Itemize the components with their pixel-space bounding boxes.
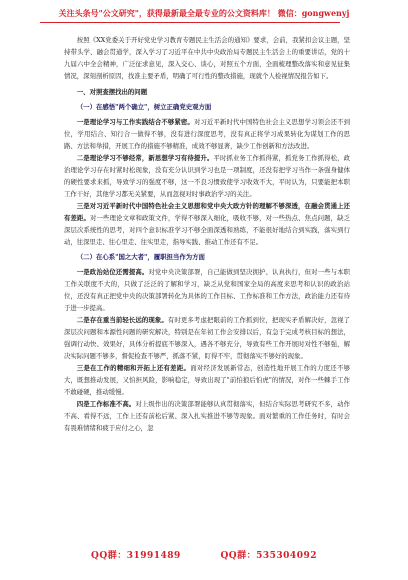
paragraph-1-text: 对习近平新时代中国特色社会主义思想学习领会还不到位，学用结合、知行合一做得不够，没有进行深度思考，没有真正将学习成果转化为谋划工作的思路、方法和举措，开展工作的措施不够精准，成效不够显著，缺少工作创新和方法改进。 — [64, 118, 351, 150]
paragraph-5-text: 有时更多考虑把眼前的工作抓到位，把现实矛盾解决好，忽视了深层次问题和本源性问题的研究解决，特别是在年初工作会安排以后，有急于完成考核目标的想法，强调行动快、效果好，具体分析提底不够深入，遇各不够充分，导致有些工作开展时对性不够强，解决实际问题不够多，督促检查不够严，抓落不紧，盯得不牢，贯彻落实不够好的现象。 — [64, 316, 351, 360]
paragraph-5 — [64, 314, 350, 362]
paragraph-7-lead: 四是工作标准不高。 — [76, 400, 136, 408]
footer-qq-group-2: QQ群：535304092 — [220, 551, 317, 561]
header-banner: 关注头条号"公文研究"，获得最新最全最专业的公文资料库！ 微信：gongwenyj — [58, 8, 350, 18]
footer-qq-group-1: QQ群：31991489 — [91, 551, 181, 561]
paragraph-2 — [64, 152, 350, 200]
paragraph-3 — [64, 200, 350, 248]
paragraph-6-text: 面对经济发展新常态，创造性地开展工作的力度还不够大，既想推动发展，又怕担风险，影响稳定，导致出现了"前怕狼后怕虎"的情况，对作一些棘手工作不敢碰硬，推动缓慢。 — [64, 364, 351, 396]
paragraph-6-lead: 三是在工作的精细和开拓上还有差距。 — [76, 364, 191, 372]
document-body — [64, 34, 350, 434]
section-heading: 一、对照查摆找出的问题 — [76, 88, 148, 96]
paragraph-5-lead: 二是存在重当前轻长远的现象。 — [76, 316, 168, 324]
paragraph-3-lead: 三是对习近平新时代中国特色社会主义思想和党中央大政方针的理解不够深透，在融会贯通上还有差距。 — [64, 202, 350, 222]
paragraph-6 — [64, 362, 350, 398]
paragraph-2-text: 平时抓业务工作抓得紧，抓党务工作抓得松，政治理论学习存在时紧时松现象，没有充分认识到学习也是一项制度，还没有把学习当作一条强身健体的硬性要求来抓，导致学习的强度不够，这一不良习惯致使学习收效不大，平时认为，只要能把本职工作干好，其他学习都无关紧要，从而忽视对时事政治学习的关注。 — [64, 154, 351, 198]
paragraph-7-text: 对上级作出的决策部署能够认真贯彻落实，但结合实际思考研究不多，动作不高、看得不远，工作上还有前松后紧、深入扎实推进不够等现象。面对繁重的工作任务时，有时会有畏难情绪和疲于应付之心，忽 — [64, 400, 351, 432]
paragraph-7 — [64, 398, 350, 434]
paragraph-4-text: 对党中央决策部署，自己能做到坚决拥护、认真执行，但对一些与本职工作关联度不大的，只做了泛泛的了解和学习，缺乏从党和国家全局的高度来思考和认识的政治站位，还没有真正把党中央的决策部署转化为具体的工作目标、工作标准和工作方法，政治能力还有待于进一步提高。 — [64, 268, 351, 312]
footer-contact — [0, 548, 408, 561]
paragraph-1-lead: 一是理论学习与工作实践结合不够紧密。 — [76, 118, 194, 126]
paragraph-1 — [64, 116, 350, 152]
paragraph-3-text: 对一些理论文章和政策文件，学得不够深入细化，吸收不够，对一些热点、焦点问题，缺乏深层次系统性的思考，对四个意识标准学习不够全面深透和熟练，不能很好地结合到实践，落实到行动，往深里走、往心里走、往实里走，指导实践、推动工作还有不足。 — [64, 214, 351, 246]
paragraph-2-lead: 二是理论学习不够经常，新思想学习有待提升。 — [76, 154, 214, 162]
intro-paragraph: 按照《XX党委关于开好党史学习教育专题民主生活会的通知》要求，会前，我紧扣会议主题，坚持带头学、融会贯通学，深入学习了习近平在中共中央政治局专题民主生活会上的重要讲话，党的十九届六中全会精神，广泛征求意见，深入交心、谈心，对照五个方面，全面梳理整改落实和意见征集情况，深刻剖析原因，找准主要矛盾，明确了可行性的整改措施，现就个人检视情况报告如下。 — [64, 36, 350, 80]
subsection-heading-2: （二）在心系"国之大者"，履职担当作为方面 — [76, 253, 205, 261]
paragraph-4 — [64, 266, 350, 314]
header-divider — [40, 22, 340, 23]
subsection-heading-1: （一）在感悟"两个确立"，树立正确党史观方面 — [76, 103, 212, 111]
paragraph-4-lead: 一是政治站位还需提高。 — [76, 268, 149, 276]
